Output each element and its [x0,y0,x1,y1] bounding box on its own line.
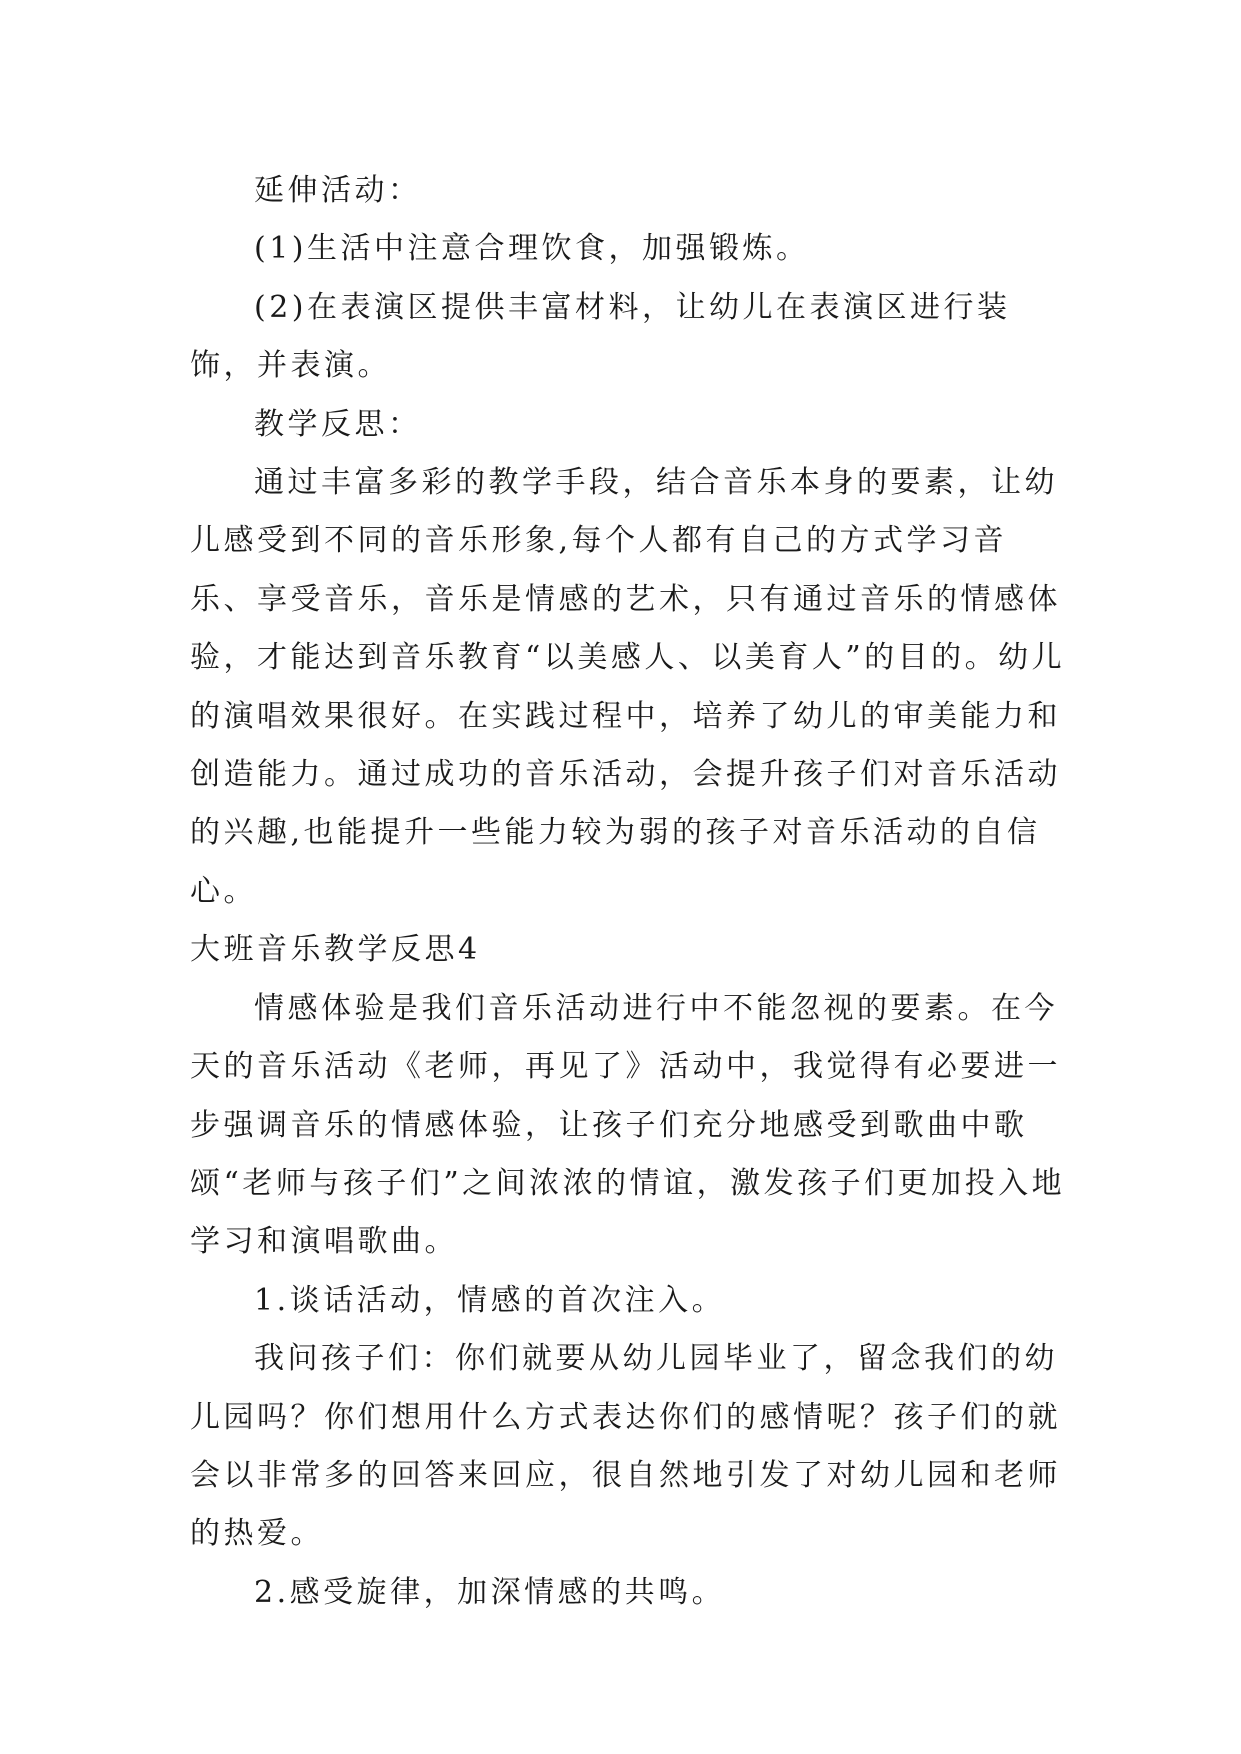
paragraph-reflection-heading: 教学反思： [254,406,422,442]
paragraph-extension-item-2: (2)在表演区提供丰富材料，让幼儿在表演区进行装饰，并表演。 [190,289,1011,384]
paragraph-extension-heading: 延伸活动： [254,173,422,208]
document-body [190,162,1070,1622]
paragraph-extension-item-1: (1)生活中注意合理饮食，加强锻炼。 [254,231,810,267]
paragraph-step-1-body: 我问孩子们：你们就要从幼儿园毕业了，留念我们的幼儿园吗？你们想用什么方式表达你们的感情呢？孩子们的就会以非常多的回答来回应，很自然地引发了对幼儿园和老师的热爱。 [190,1341,1061,1552]
section-title: 大班音乐教学反思4 [190,932,481,968]
paragraph-reflection-body: 通过丰富多彩的教学手段，结合音乐本身的要素，让幼儿感受到不同的音乐形象,每个人都有自己的方式学习音乐、享受音乐，音乐是情感的艺术，只有通过音乐的情感体验，才能达到音乐教育“以美感人、以美育人”的目的。幼儿的演唱效果很好。在实践过程中，培养了幼儿的审美能力和创造能力。通过成功的音乐活动，会提升孩子们对音乐活动的兴趣,也能提升一些能力较为弱的孩子对音乐活动的自信心。 [190,465,1066,909]
paragraph-step-1: 1.谈话活动，情感的首次注入。 [254,1282,726,1318]
paragraph-step-2: 2.感受旋律，加深情感的共鸣。 [254,1574,726,1610]
paragraph-intro: 情感体验是我们音乐活动进行中不能忽视的要素。在今天的音乐活动《老师，再见了》活动中，我觉得有必要进一步强调音乐的情感体验，让孩子们充分地感受到歌曲中歌颂“老师与孩子们”之间浓浓的情谊，激发孩子们更加投入地学习和演唱歌曲。 [190,990,1066,1260]
